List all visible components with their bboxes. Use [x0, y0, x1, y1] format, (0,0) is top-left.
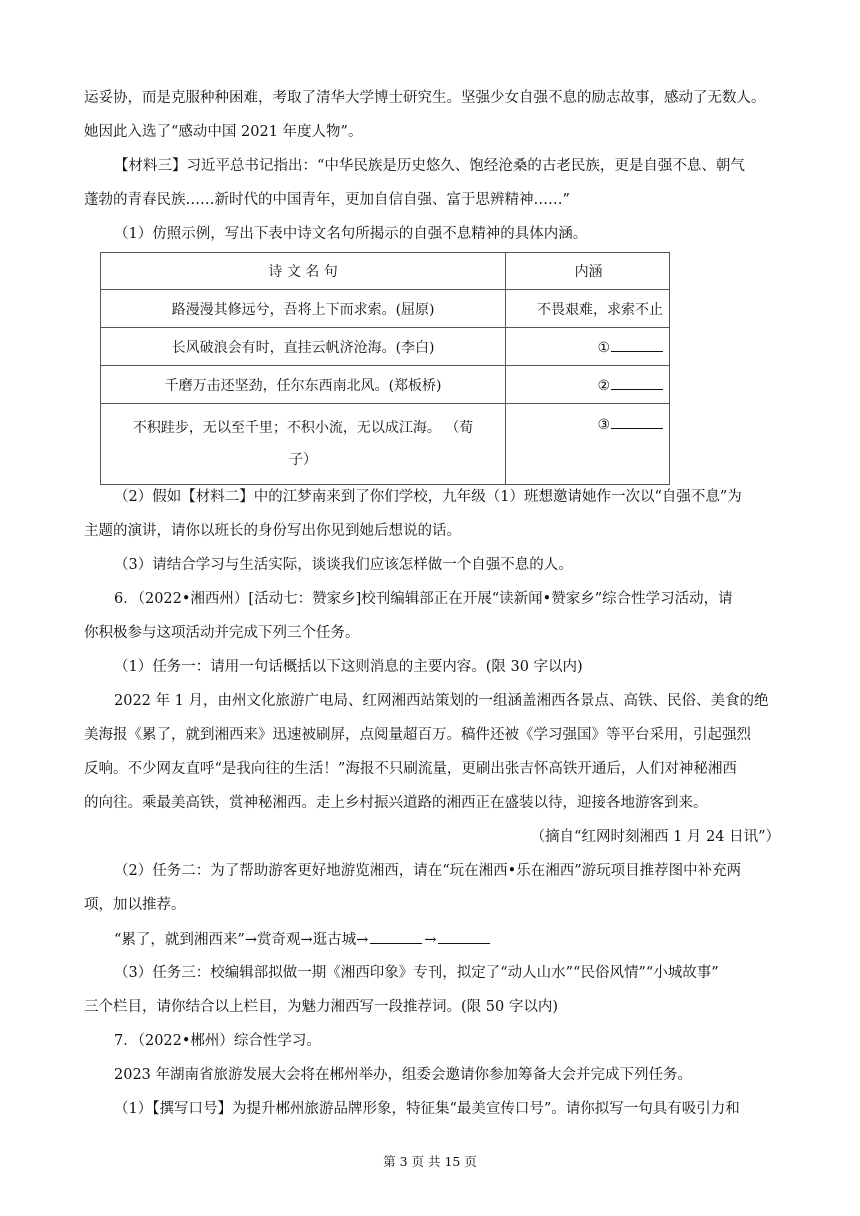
poem-line: 不积跬步，无以至千里；不积小流，无以成江海。 （荀: [132, 420, 474, 436]
paragraph-line: 2023 年湖南省旅游发展大会将在郴州举办，组委会邀请你参加筹备大会并完成下列任务。: [114, 1067, 693, 1083]
poem-line: 子）: [289, 452, 318, 468]
paragraph-line: 蓬勃的青春民族……新时代的中国青年，更加自信自强、富于思辨精神……”: [84, 192, 570, 208]
question-7-task-1: （1）【撰写口号】为提升郴州旅游品牌形象，特征集“最美宣传口号”。请你拟写一句具有吸引力和: [114, 1101, 740, 1117]
poem-cell: 千磨万击还坚劲，任尔东西南北风。(郑板桥): [101, 366, 506, 404]
header-meaning: 内涵: [506, 253, 670, 290]
poem-cell: [101, 404, 506, 485]
task-1: （1）任务一：请用一句话概括以下这则消息的主要内容。(限 30 字以内): [114, 659, 583, 675]
header-poem: 诗 文 名 句: [101, 253, 506, 290]
blank-label: ②: [597, 378, 610, 394]
paragraph-line: 项，加以推荐。: [84, 897, 186, 913]
news-line: 2022 年 1 月，由州文化旅游广电局、红网湘西站策划的一组涵盖湘西各景点、高铁、民俗、美食的绝: [114, 693, 769, 709]
task-3: （3）任务三：校编辑部拟做一期《湘西印象》专刊，拟定了“动人山水”“民俗风情”“小城故事”: [114, 965, 719, 981]
table-row: [101, 366, 670, 404]
task-2: （2）任务二：为了帮助游客更好地游览湘西，请在“玩在湘西•乐在湘西”游玩项目推荐图中补充两: [114, 863, 742, 879]
paragraph-line: 你积极参与这项活动并完成下列三个任务。: [84, 625, 360, 641]
paragraph-line: 三个栏目，请你结合以上栏目，为魅力湘西写一段推荐词。(限 50 字以内): [84, 999, 558, 1015]
blank-label: ①: [597, 340, 610, 356]
answer-blank[interactable]: [370, 929, 422, 944]
route-text: “累了，就到湘西来”→赏奇观→逛古城→: [114, 932, 369, 948]
answer-blank[interactable]: [611, 375, 663, 390]
news-line: 的向往。乘最美高铁，赏神秘湘西。走上乡村振兴道路的湘西正在盛装以待，迎接各地游客到来。: [84, 795, 708, 811]
news-line: 美海报《累了，就到湘西来》迅速被刷屏，点阅量超百万。稿件还被《学习强国》等平台采用，引起强烈: [84, 727, 751, 743]
poem-table: [100, 252, 670, 485]
news-line: 反响。不少网友直呼“是我向往的生活！”海报不只刷流量，更刷出张吉怀高铁开通后，人们对神秘湘西: [84, 761, 737, 777]
question-1: （1）仿照示例，写出下表中诗文名句所揭示的自强不息精神的具体内涵。: [114, 226, 588, 242]
paragraph-line: 她因此入选了“感动中国 2021 年度人物”。: [84, 124, 363, 140]
material-three-line: 【材料三】习近平总书记指出：“中华民族是历史悠久、饱经沧桑的古老民族，更是自强不息、朝气: [114, 158, 745, 174]
answer-blank[interactable]: [438, 929, 490, 944]
table-row: [101, 404, 670, 485]
route-arrow: →: [424, 932, 437, 948]
meaning-cell: 不畏艰难，求索不止: [506, 290, 670, 328]
blank-label: ③: [597, 417, 610, 433]
question-7-title: 7．（2022•郴州）综合性学习。: [114, 1033, 321, 1049]
meaning-cell: [506, 404, 670, 485]
page-footer: 第 3 页 共 15 页: [383, 1154, 477, 1169]
table-row: [101, 328, 670, 366]
answer-blank[interactable]: [611, 414, 663, 429]
poem-cell: 路漫漫其修远兮，吾将上下而求索。(屈原): [101, 290, 506, 328]
table-row: [101, 290, 670, 328]
paragraph-line: 运妥协，而是克服种种困难，考取了清华大学博士研究生。坚强少女自强不息的励志故事，感动了无数人。: [84, 90, 766, 106]
poem-cell: 长风破浪会有时，直挂云帆济沧海。(李白): [101, 328, 506, 366]
paragraph-line: 主题的演讲，请你以班长的身份写出你见到她后想说的话。: [84, 523, 461, 539]
meaning-cell: [506, 328, 670, 366]
meaning-cell: [506, 366, 670, 404]
answer-blank[interactable]: [611, 337, 663, 352]
route-line: [114, 929, 492, 950]
question-6-title: 6．（2022•湘西州）[活动七：赞家乡]校刊编辑部正在开展“读新闻•赞家乡”综合性学习活动，请: [114, 591, 733, 607]
question-3: （3）请结合学习与生活实际，谈谈我们应该怎样做一个自强不息的人。: [114, 557, 573, 573]
table-header-row: [101, 253, 670, 290]
question-2: （2）假如【材料二】中的江梦南来到了你们学校，九年级（1）班想邀请她作一次以“自强不息”为: [114, 489, 742, 505]
news-source: （摘自“红网时刻湘西 1 月 24 日讯”）: [530, 829, 780, 845]
